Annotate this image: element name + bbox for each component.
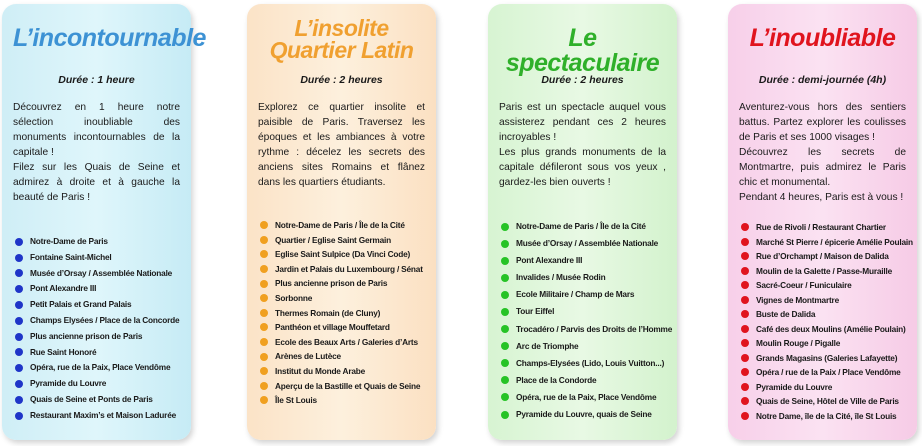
list-item	[258, 276, 425, 291]
tour-card-quartier-latin	[247, 4, 436, 440]
place-label: Rue Saint Honoré	[30, 346, 97, 357]
list-item	[499, 389, 666, 406]
place-label: Pyramide du Louvre, quais de Seine	[516, 409, 652, 420]
bullet-dot-icon	[501, 376, 509, 384]
bullet-dot-icon	[501, 359, 509, 367]
place-label: Restaurant Maxim’s et Maison Ladurée	[30, 409, 177, 420]
bullet-dot-icon	[260, 323, 268, 331]
bullet-dot-icon	[741, 252, 749, 260]
place-label: Notre-Dame de Paris / Île de la Cité	[516, 221, 646, 231]
bullet-dot-icon	[501, 274, 509, 282]
bullet-dot-icon	[501, 308, 509, 316]
list-item	[258, 364, 425, 379]
place-label: Trocadéro / Parvis des Droits de l’Homme	[516, 323, 673, 334]
bullet-dot-icon	[741, 310, 749, 318]
list-item	[739, 307, 906, 322]
place-label: Plus ancienne prison de Paris	[275, 278, 388, 289]
list-item	[13, 360, 180, 376]
tour-card-spectaculaire	[488, 4, 677, 440]
place-label: Ecole des Beaux Arts / Galeries d’Arts	[275, 336, 418, 347]
bullet-dot-icon	[741, 354, 749, 362]
tour-title: L’insolite Quartier Latin	[269, 15, 414, 63]
place-label: Jardin et Palais du Luxembourg / Sénat	[275, 263, 423, 274]
bullet-dot-icon	[15, 380, 23, 388]
place-label: Buste de Dalida	[756, 309, 816, 319]
list-item	[739, 249, 906, 264]
place-label: Grands Magasins (Galeries Lafayette)	[756, 352, 898, 363]
place-label: Marché St Pierre / épicerie Amélie Poulain	[756, 236, 913, 247]
list-item	[739, 293, 906, 308]
bullet-dot-icon	[15, 333, 23, 341]
bullet-dot-icon	[260, 250, 268, 258]
list-item	[499, 338, 666, 355]
place-label: Aperçu de la Bastille et Quais de Seine	[275, 380, 421, 391]
bullet-dot-icon	[260, 309, 268, 317]
place-label: Arènes de Lutèce	[275, 351, 341, 362]
bullet-dot-icon	[741, 339, 749, 347]
place-label: Café des deux Moulins (Amélie Poulain)	[756, 323, 906, 334]
list-item	[13, 345, 180, 361]
bullet-dot-icon	[501, 291, 509, 299]
list-item	[499, 218, 666, 235]
bullet-dot-icon	[15, 269, 23, 277]
bullet-dot-icon	[741, 412, 749, 420]
list-item	[258, 306, 425, 321]
list-item	[739, 264, 906, 279]
places-list	[13, 234, 180, 424]
list-item	[499, 355, 666, 372]
bullet-dot-icon	[15, 412, 23, 420]
list-item	[13, 297, 180, 313]
list-item	[13, 266, 180, 282]
place-label: Pont Alexandre III	[516, 255, 583, 266]
place-label: Eglise Saint Sulpice (Da Vinci Code)	[275, 249, 411, 260]
bullet-dot-icon	[501, 223, 509, 231]
tour-duration: Durée : 2 heures	[541, 74, 624, 86]
place-label: Plus ancienne prison de Paris	[30, 330, 143, 341]
place-label: Champs Elysées / Place de la Concorde	[30, 314, 180, 325]
bullet-dot-icon	[741, 383, 749, 391]
place-label: Thermes Romain (de Cluny)	[275, 307, 381, 318]
list-item	[13, 329, 180, 345]
place-label: Champs-Elysées (Lido, Louis Vuitton...)	[516, 357, 665, 368]
tour-title: L’incontournable	[13, 24, 206, 52]
list-item	[739, 351, 906, 366]
tour-card-incontournable	[2, 4, 206, 440]
bullet-dot-icon	[15, 317, 23, 325]
bullet-dot-icon	[15, 364, 23, 372]
place-label: Ecole Militaire / Champ de Mars	[516, 289, 635, 300]
place-label: Institut du Monde Arabe	[275, 365, 366, 376]
list-item	[258, 218, 425, 233]
bullet-dot-icon	[15, 348, 23, 356]
place-label: Notre-Dame de Paris	[30, 236, 108, 246]
place-label: Notre Dame, île de la Cité, île St Louis	[756, 410, 897, 421]
bullet-dot-icon	[741, 267, 749, 275]
place-label: Musée d’Orsay / Assemblée Nationale	[516, 238, 659, 249]
place-label: Place de la Condorde	[516, 374, 597, 385]
bullet-dot-icon	[260, 280, 268, 288]
bullet-dot-icon	[741, 296, 749, 304]
place-label: Sorbonne	[275, 292, 313, 303]
bullet-dot-icon	[260, 338, 268, 346]
bullet-dot-icon	[260, 265, 268, 273]
bullet-dot-icon	[501, 325, 509, 333]
place-label: Rue de Rivoli / Restaurant Chartier	[756, 222, 886, 232]
bullet-dot-icon	[15, 285, 23, 293]
list-item	[13, 376, 180, 392]
list-item	[499, 252, 666, 269]
list-item	[13, 234, 180, 250]
bullet-dot-icon	[260, 382, 268, 390]
list-item	[13, 392, 180, 408]
bullet-dot-icon	[741, 397, 749, 405]
place-label: Sacré-Coeur / Funiculaire	[756, 280, 852, 290]
bullet-dot-icon	[501, 342, 509, 350]
place-label: Pont Alexandre III	[30, 283, 97, 294]
bullet-dot-icon	[15, 396, 23, 404]
bullet-dot-icon	[741, 223, 749, 231]
list-item	[499, 269, 666, 286]
list-item	[499, 321, 673, 338]
list-item	[739, 220, 906, 235]
place-label: Moulin de la Galette / Passe-Muraille	[756, 265, 892, 276]
bullet-dot-icon	[501, 393, 509, 401]
place-label: Tour Eiffel	[516, 306, 555, 317]
list-item	[258, 262, 425, 277]
bullet-dot-icon	[260, 353, 268, 361]
list-item	[739, 365, 906, 380]
list-item	[499, 372, 666, 389]
bullet-dot-icon	[501, 411, 509, 419]
bullet-dot-icon	[15, 254, 23, 262]
tour-duration: Durée : demi-journée (4h)	[758, 74, 887, 86]
place-label: Quais de Seine et Ponts de Paris	[30, 393, 153, 404]
list-item	[499, 286, 666, 303]
places-list	[739, 220, 913, 423]
place-label: Fontaine Saint-Michel	[30, 251, 112, 262]
bullet-dot-icon	[741, 368, 749, 376]
place-label: Musée d’Orsay / Assemblée Nationale	[30, 267, 173, 278]
list-item	[739, 235, 913, 250]
list-item	[258, 349, 425, 364]
list-item	[258, 291, 425, 306]
place-label: Opéra, rue de la Paix, Place Vendôme	[516, 391, 657, 402]
bullet-dot-icon	[260, 396, 268, 404]
place-label: Petit Palais et Grand Palais	[30, 299, 132, 310]
place-label: Rue d’Orchampt / Maison de Dalida	[756, 251, 889, 261]
place-label: Quartier / Eglise Saint Germain	[275, 234, 391, 245]
tour-card-inoubliable	[728, 4, 917, 440]
place-label: Quais de Seine, Hôtel de Ville de Paris	[756, 396, 899, 406]
list-item	[739, 278, 906, 293]
list-item	[13, 250, 180, 266]
list-item	[258, 247, 425, 262]
list-item	[258, 393, 425, 408]
place-label: Panthéon et village Mouffetard	[275, 322, 390, 333]
place-label: Invalides / Musée Rodin	[516, 272, 606, 283]
list-item	[13, 313, 180, 329]
bullet-dot-icon	[741, 238, 749, 246]
place-label: Île St Louis	[275, 395, 317, 406]
list-item	[258, 379, 425, 394]
list-item	[739, 409, 906, 424]
bullet-dot-icon	[15, 301, 23, 309]
list-item	[739, 380, 906, 395]
list-item	[258, 335, 425, 350]
bullet-dot-icon	[260, 294, 268, 302]
tour-description: Découvrez en 1 heure notre sélection inoubliable des monuments incontournables de la capitale ! Filez sur les Quais de Seine et admirez à droite et à gauche la beauté de Paris !	[13, 102, 180, 203]
list-item	[258, 320, 425, 335]
list-item	[13, 408, 180, 424]
tour-description: Paris est un spectacle auquel vous assisterez pendant ces 2 heures incroyables ! Les plus grands monuments de la capitale défileront sous vos yeux , gardez-les bien ouverts !	[499, 102, 666, 188]
bullet-dot-icon	[260, 367, 268, 375]
tour-description: Explorez ce quartier insolite et paisible de Paris. Traversez les époques et les ambiances à votre rythme : décelez les secrets des anciens sites Romains et flânez dans les quartiers étudiants.	[258, 102, 425, 188]
tour-title: L’inoubliable	[749, 24, 896, 52]
tour-duration: Durée : 2 heures	[300, 74, 383, 86]
bullet-dot-icon	[15, 238, 23, 246]
list-item	[13, 281, 180, 297]
place-label: Arc de Triomphe	[516, 340, 579, 351]
place-label: Moulin Rouge / Pigalle	[756, 338, 841, 348]
bullet-dot-icon	[260, 236, 268, 244]
tour-title: Le spectaculaire	[505, 24, 660, 77]
list-item	[739, 336, 906, 351]
list-item	[499, 235, 666, 252]
place-label: Vignes de Montmartre	[756, 294, 839, 305]
tour-description: Aventurez-vous hors des sentiers battus. Partez explorer les coulisses de Paris et ses 1000 visages ! Découvrez les secrets de Montmartre, puis admirez le Paris chic et monumental. Pendant 4 heures, Paris est à vous !	[739, 102, 906, 203]
place-label: Notre-Dame de Paris / Île de la Cité	[275, 220, 405, 230]
list-item	[739, 322, 906, 337]
bullet-dot-icon	[260, 221, 268, 229]
place-label: Opéra / rue de la Paix / Place Vendôme	[756, 367, 901, 377]
tour-duration: Durée : 1 heure	[58, 74, 135, 86]
list-item	[258, 233, 425, 248]
place-label: Pyramide du Louvre	[756, 381, 833, 392]
bullet-dot-icon	[501, 257, 509, 265]
places-list	[258, 218, 425, 408]
list-item	[499, 303, 666, 320]
bullet-dot-icon	[741, 281, 749, 289]
list-item	[739, 394, 906, 409]
place-label: Opéra, rue de la Paix, Place Vendôme	[30, 362, 171, 373]
place-label: Pyramide du Louvre	[30, 378, 107, 389]
bullet-dot-icon	[741, 325, 749, 333]
places-list	[499, 218, 673, 423]
list-item	[499, 406, 666, 423]
bullet-dot-icon	[501, 240, 509, 248]
